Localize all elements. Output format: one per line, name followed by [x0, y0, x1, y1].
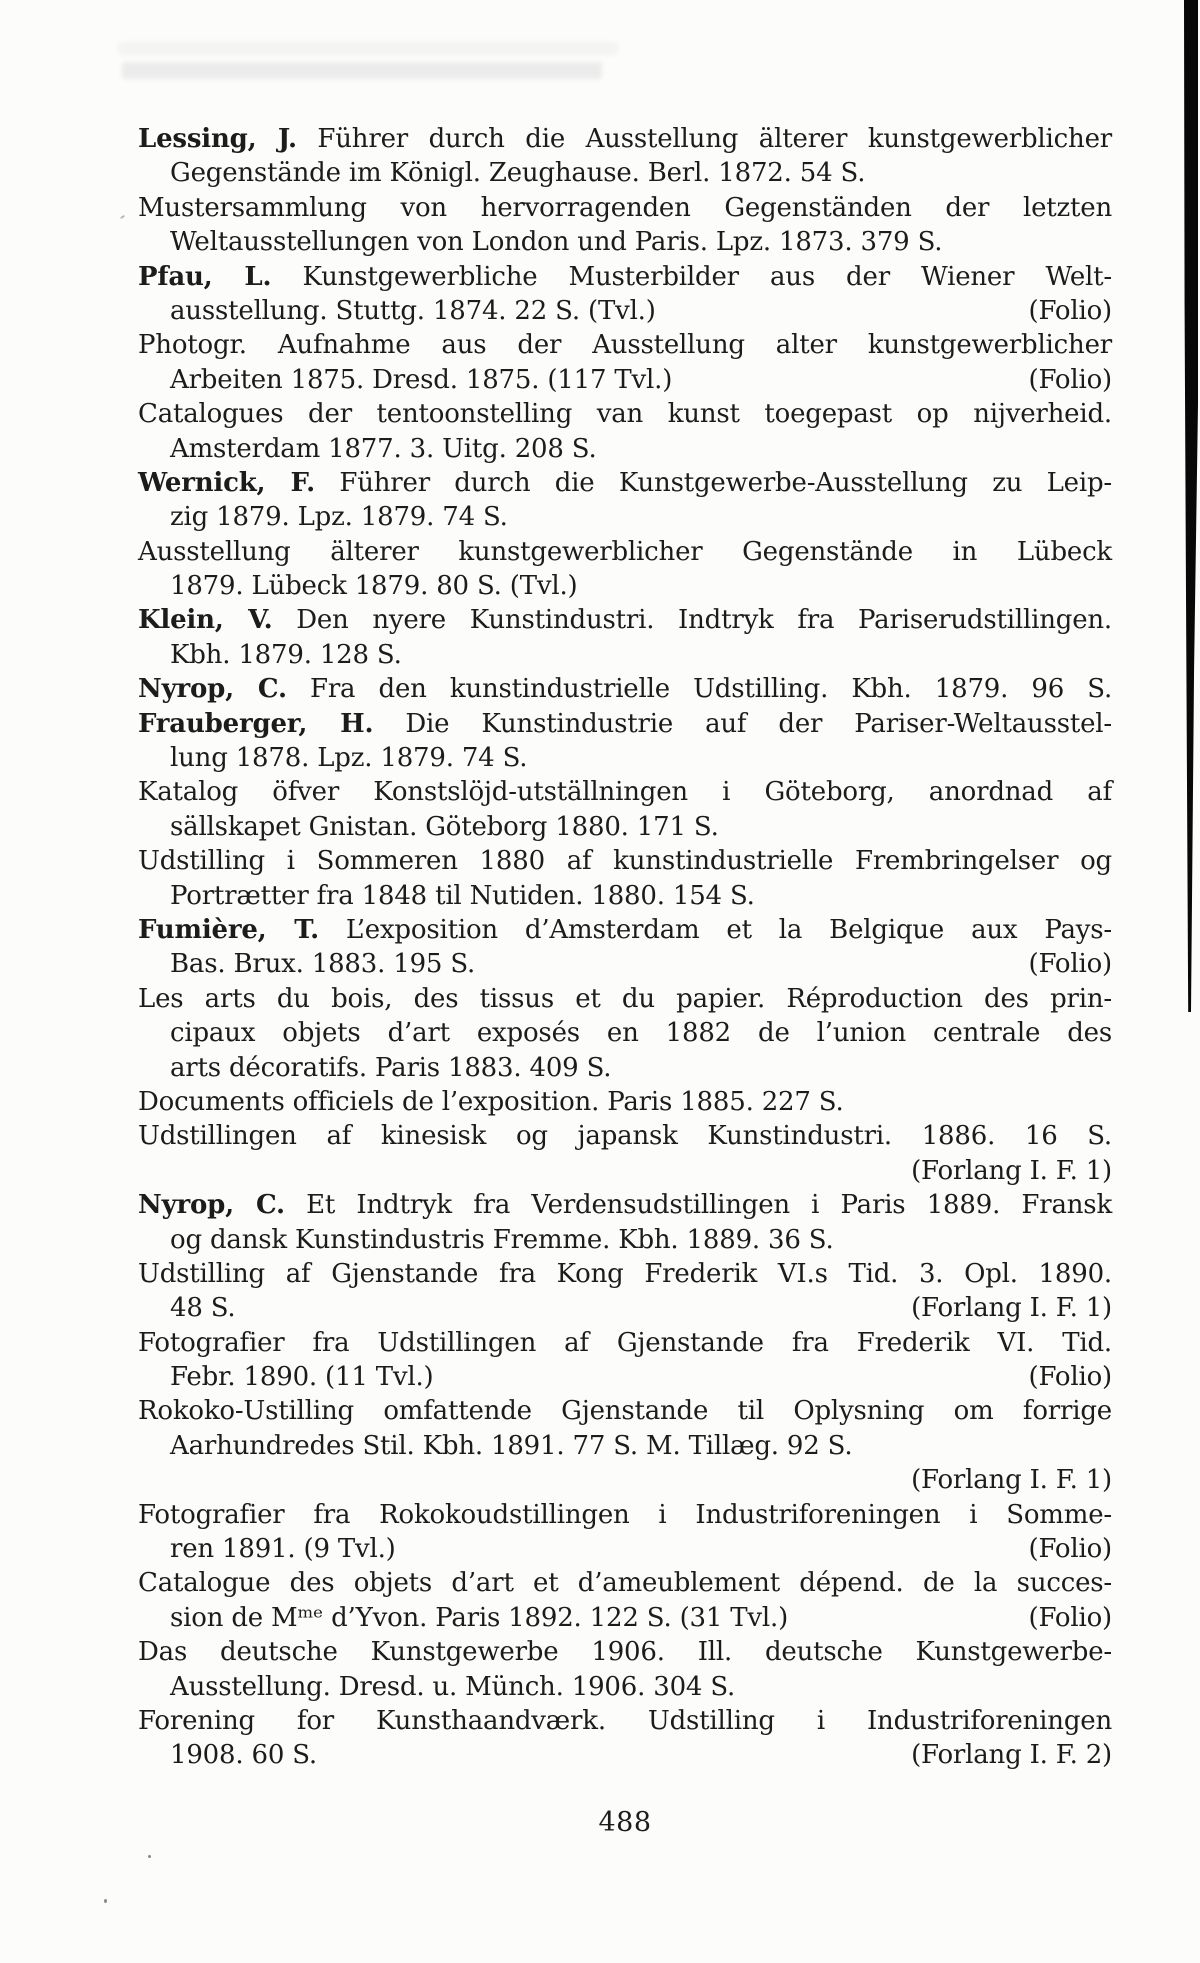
- author-name: Fumière, T.: [138, 914, 319, 945]
- entry-left: [138, 1637, 1112, 1667]
- format-tag: (Folio): [1028, 1362, 1112, 1393]
- author-name: Klein, V.: [138, 605, 273, 636]
- entry-line: [138, 1051, 1112, 1085]
- format-tag: (Folio): [1028, 1534, 1112, 1565]
- entry-text: Udstilling af Gjenstande fra Kong Frederik VI.s Tid. 3. Opl. 1890.: [138, 1258, 1112, 1289]
- entry-text: Et Indtryk fra Verdensudstillingen i Paris 1889. Fransk: [284, 1190, 1112, 1221]
- entry-line: [138, 844, 1112, 878]
- entry-text: Forening for Kunsthaandværk. Udstilling i Industriforeningen: [138, 1705, 1112, 1736]
- entry-left: [170, 1225, 834, 1255]
- entry-left: [170, 434, 597, 464]
- entry-line: [138, 913, 1112, 947]
- entry-text: Febr. 1890. (11 Tvl.): [170, 1362, 434, 1393]
- entry-line: [138, 294, 1112, 328]
- entry-text: Aarhundredes Stil. Kbh. 1891. 77 S. M. Tillæg. 92 S.: [170, 1430, 853, 1461]
- entry-line: [138, 707, 1112, 741]
- scan-edge-artifact: [1184, 0, 1198, 1012]
- entry-line: [138, 603, 1112, 637]
- format-tag: (Forlang I. F. 1): [911, 1465, 1112, 1496]
- format-tag: (Folio): [1028, 949, 1112, 980]
- entry-text: zig 1879. Lpz. 1879. 74 S.: [170, 502, 508, 533]
- entry-text: Les arts du bois, des tissus et du papier. Réproduction des prin-: [138, 983, 1112, 1014]
- entry-left: [170, 1360, 434, 1394]
- entry-left: [170, 227, 942, 257]
- entry-text: sällskapet Gnistan. Göteborg 1880. 171 S.: [170, 811, 719, 842]
- entry-left: [138, 330, 1112, 360]
- entry-text: sion de Mᵐᵉ d’Yvon. Paris 1892. 122 S. (31 Tvl.): [170, 1602, 789, 1633]
- author-name: Nyrop, C.: [138, 674, 287, 705]
- entry-left: [170, 294, 656, 328]
- entry-line: [138, 1360, 1112, 1394]
- entry-line: [138, 1188, 1112, 1222]
- entry-left: [170, 1018, 1112, 1048]
- entry-text: Bas. Brux. 1883. 195 S.: [170, 949, 476, 980]
- entry-left: [170, 743, 527, 773]
- entry-left: [170, 502, 508, 532]
- entry-left: [138, 1259, 1112, 1289]
- bibliography-text: [138, 0, 1112, 1773]
- entry-left: [138, 468, 1112, 498]
- author-name: Lessing, J.: [138, 124, 297, 154]
- author-name: Wernick, F.: [138, 467, 316, 498]
- entry-text: Fotografier fra Udstillingen af Gjenstande fra Frederik VI. Tid.: [138, 1327, 1112, 1358]
- entry-left: [170, 1053, 611, 1083]
- author-name: Pfau, L.: [138, 261, 272, 292]
- entry-text: Amsterdam 1877. 3. Uitg. 208 S.: [170, 433, 597, 464]
- entry-left: [138, 1500, 1112, 1530]
- entry-text: Portrætter fra 1848 til Nutiden. 1880. 154 S.: [170, 880, 755, 911]
- entry-line: [138, 363, 1112, 397]
- entry-text: Die Kunstindustrie auf der Pariser-Weltausstel-: [373, 708, 1112, 739]
- entry-line: [138, 397, 1112, 431]
- scan-speck: [120, 215, 125, 220]
- format-tag: (Folio): [1028, 1602, 1112, 1633]
- entry-line: [138, 191, 1112, 225]
- entry-line: [138, 1635, 1112, 1669]
- entry-text: ausstellung. Stuttg. 1874. 22 S. (Tvl.): [170, 295, 656, 326]
- entry-left: [138, 846, 1112, 876]
- entry-left: [170, 947, 475, 981]
- entry-left: [138, 1396, 1112, 1426]
- entry-line: [138, 982, 1112, 1016]
- entry-left: [170, 363, 672, 397]
- entry-text: Catalogues der tentoonstelling van kunst toegepast op nijverheid.: [138, 399, 1112, 430]
- entry-line: [138, 1223, 1112, 1257]
- entry-line: [138, 1085, 1112, 1119]
- entry-left: [170, 812, 719, 842]
- entry-left: [138, 537, 1112, 567]
- entry-text: lung 1878. Lpz. 1879. 74 S.: [170, 743, 528, 774]
- entry-line: [138, 1291, 1112, 1325]
- entry-text: Weltausstellungen von London und Paris. Lpz. 1873. 379 S.: [170, 227, 943, 258]
- entry-line: [138, 1498, 1112, 1532]
- entry-left: [138, 1121, 1112, 1151]
- entry-line: [138, 1394, 1112, 1428]
- entry-left: [138, 1328, 1112, 1358]
- entry-line: [138, 1326, 1112, 1360]
- entry-line: [138, 741, 1112, 775]
- format-tag: (Forlang I. F. 2): [911, 1740, 1112, 1771]
- entry-line: [138, 500, 1112, 534]
- entry-text: 1908. 60 S.: [170, 1740, 317, 1771]
- entry-line: [138, 775, 1112, 809]
- format-tag: (Forlang I. F. 1): [911, 1293, 1112, 1324]
- entry-left: [138, 674, 1112, 704]
- entry-left: [170, 1532, 396, 1566]
- entry-text: og dansk Kunstindustris Fremme. Kbh. 1889. 36 S.: [170, 1224, 834, 1255]
- entry-left: [170, 640, 402, 670]
- author-name: Nyrop, C.: [138, 1190, 285, 1221]
- entry-left: [138, 1568, 1112, 1598]
- entry-line: [138, 535, 1112, 569]
- entry-left: [138, 777, 1112, 807]
- format-tag: (Forlang I. F. 1): [911, 1155, 1112, 1186]
- entry-text: Photogr. Aufnahme aus der Ausstellung alter kunstgewerblicher: [138, 330, 1112, 361]
- entry-left: [170, 1672, 735, 1702]
- entry-line: [138, 672, 1112, 706]
- page-number: 488: [598, 1807, 652, 1838]
- scan-speck: [104, 1899, 107, 1903]
- entry-text: 1879. Lübeck 1879. 80 S. (Tvl.): [170, 571, 578, 602]
- entry-text: Katalog öfver Konstslöjd-utställningen i Göteborg, anordnad af: [138, 777, 1112, 808]
- entry-text: Documents officiels de l’exposition. Paris 1885. 227 S.: [138, 1086, 844, 1117]
- entry-line: [138, 466, 1112, 500]
- entry-line: [138, 947, 1112, 981]
- entry-text: Arbeiten 1875. Dresd. 1875. (117 Tvl.): [170, 364, 673, 395]
- entry-line: [138, 1670, 1112, 1704]
- entry-text: Ausstellung. Dresd. u. Münch. 1906. 304 S.: [170, 1671, 736, 1702]
- entry-left: [138, 262, 1112, 292]
- entry-left: [170, 1738, 317, 1772]
- entry-left: [138, 605, 1112, 635]
- entry-text: Fotografier fra Rokokoudstillingen i Industriforeningen i Somme-: [138, 1499, 1112, 1530]
- entry-text: Udstillingen af kinesisk og japansk Kunstindustri. 1886. 16 S.: [138, 1121, 1112, 1152]
- entry-text: L’exposition d’Amsterdam et la Belgique aux Pays-: [318, 914, 1112, 945]
- entry-left: [138, 915, 1112, 945]
- entry-line: [138, 1119, 1112, 1153]
- entry-line: [138, 328, 1112, 362]
- entry-text: arts décoratifs. Paris 1883. 409 S.: [170, 1052, 612, 1083]
- entry-text: Kunstgewerbliche Musterbilder aus der Wiener Welt-: [271, 261, 1112, 292]
- entry-line: [138, 810, 1112, 844]
- entry-left: [170, 158, 865, 188]
- entry-text: Kbh. 1879. 128 S.: [170, 639, 402, 670]
- entry-text: Udstilling i Sommeren 1880 af kunstindustrielle Frembringelser og: [138, 846, 1112, 877]
- entry-line: [138, 1429, 1112, 1463]
- entry-line: [138, 1601, 1112, 1635]
- entry-line: [138, 1257, 1112, 1291]
- entry-text: cipaux objets d’art exposés en 1882 de l’union centrale des: [170, 1018, 1112, 1049]
- scan-speck: [148, 1855, 151, 1858]
- entry-line: [138, 1704, 1112, 1738]
- author-name: Frauberger, H.: [138, 708, 374, 739]
- entry-left: [170, 1291, 236, 1325]
- entry-left: [138, 1087, 844, 1117]
- entry-left: [138, 193, 1112, 223]
- entry-line: [138, 569, 1112, 603]
- entry-text: Führer durch die Kunstgewerbe-Ausstellung zu Leip-: [315, 467, 1112, 498]
- entry-text: Führer durch die Ausstellung älterer kunstgewerblicher: [296, 124, 1112, 154]
- entry-left: [138, 984, 1112, 1014]
- entry-line: [138, 1463, 1112, 1497]
- entry-text: Ausstellung älterer kunstgewerblicher Gegenstände in Lübeck: [138, 536, 1112, 567]
- entry-line: [138, 1016, 1112, 1050]
- entry-line: [138, 156, 1112, 190]
- entry-line: [138, 1154, 1112, 1188]
- entry-left: [138, 709, 1112, 739]
- entry-left: [170, 881, 755, 911]
- entry-left: [170, 571, 577, 601]
- entry-line: [138, 638, 1112, 672]
- entry-left: [138, 124, 1112, 154]
- entry-text: Mustersammlung von hervorragenden Gegenständen der letzten: [138, 192, 1112, 223]
- entry-left: [170, 1601, 788, 1635]
- entry-text: Fra den kunstindustrielle Udstilling. Kbh. 1879. 96 S.: [286, 674, 1113, 705]
- entry-text: 48 S.: [170, 1293, 236, 1324]
- entry-text: Den nyere Kunstindustri. Indtryk fra Pariserudstillingen.: [272, 605, 1112, 636]
- entry-text: Catalogue des objets d’art et d’ameublement dépend. de la succes-: [138, 1568, 1112, 1599]
- format-tag: (Folio): [1028, 364, 1112, 395]
- entry-line: [138, 225, 1112, 259]
- entry-line: [138, 1566, 1112, 1600]
- entry-left: [138, 1706, 1112, 1736]
- entry-left: [138, 1190, 1112, 1220]
- entry-line: [138, 1532, 1112, 1566]
- entry-left: [138, 399, 1112, 429]
- entry-line: [138, 432, 1112, 466]
- format-tag: (Folio): [1028, 295, 1112, 326]
- entry-line: [138, 1738, 1112, 1772]
- entry-line: [138, 260, 1112, 294]
- entry-left: [170, 1431, 852, 1461]
- entry-text: ren 1891. (9 Tvl.): [170, 1534, 396, 1565]
- entry-text: Gegenstände im Königl. Zeughause. Berl. 1872. 54 S.: [170, 158, 866, 189]
- entry-line: [138, 879, 1112, 913]
- entry-line: [138, 122, 1112, 156]
- entry-text: Das deutsche Kunstgewerbe 1906. Ill. deutsche Kunstgewerbe-: [138, 1637, 1112, 1668]
- entry-text: Rokoko-Ustilling omfattende Gjenstande til Oplysning om forrige: [138, 1396, 1112, 1427]
